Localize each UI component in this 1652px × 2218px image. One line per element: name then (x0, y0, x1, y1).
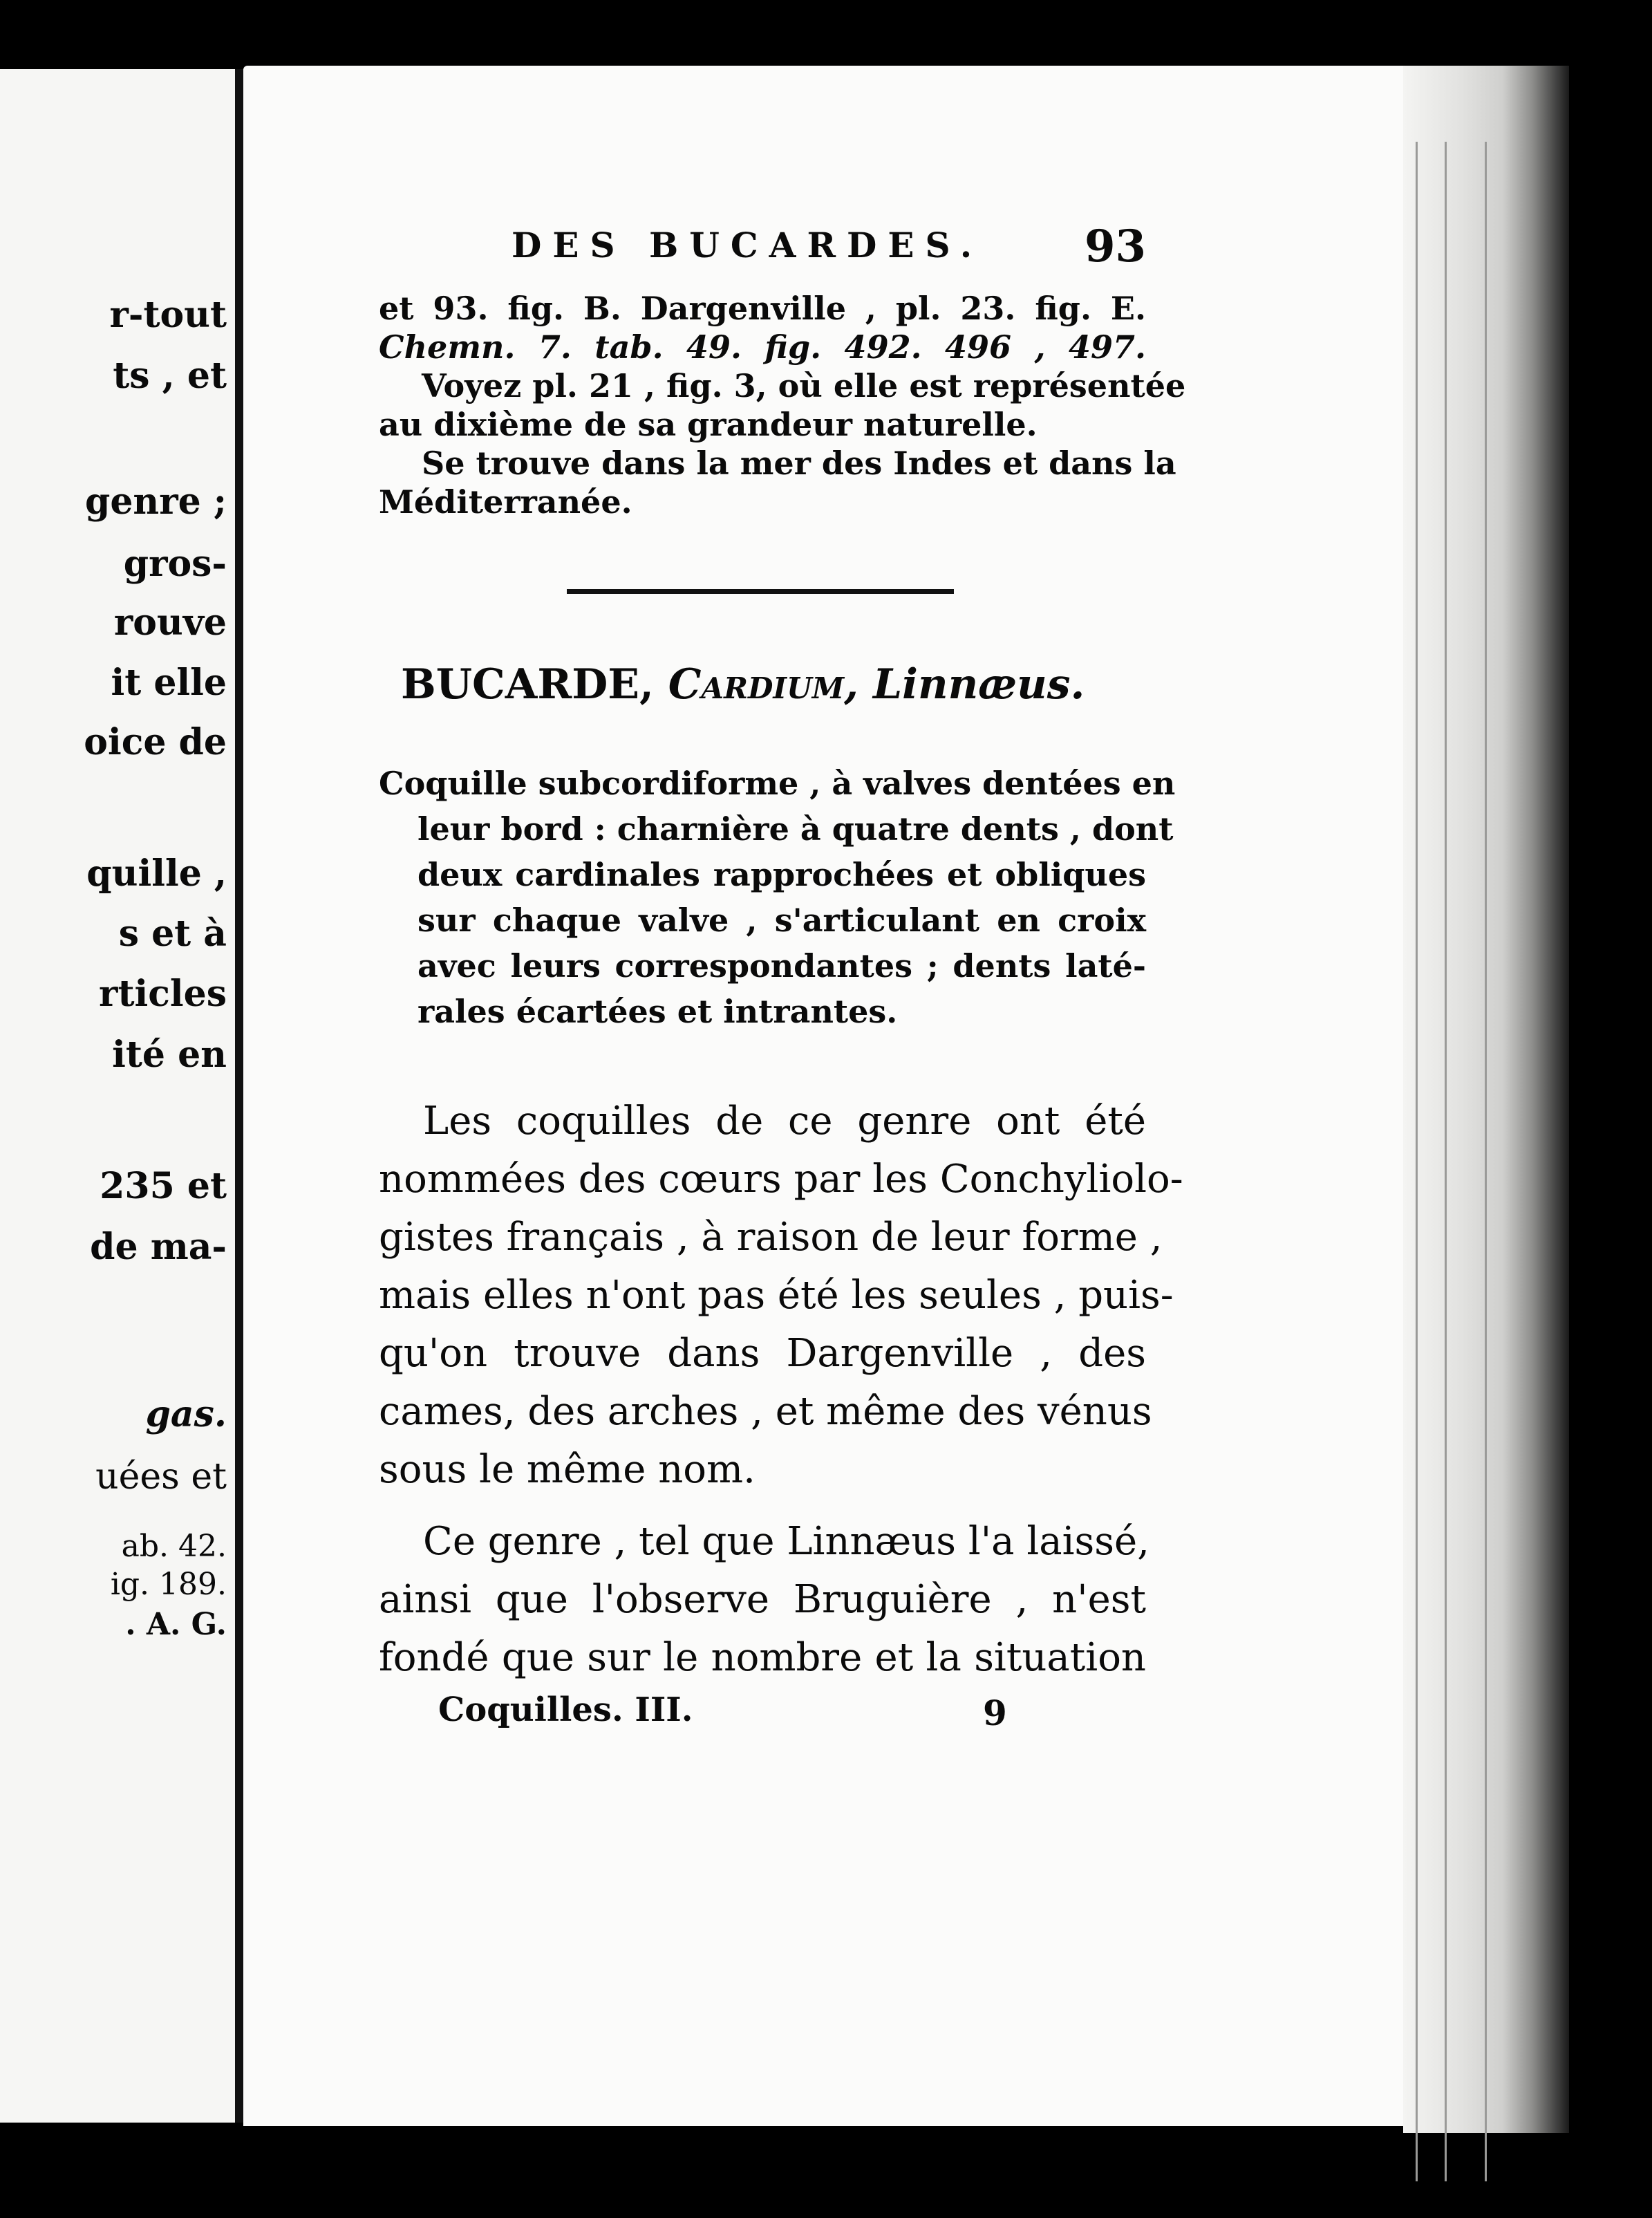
left-page-line: oice de (84, 721, 227, 763)
body-line: gistes français , à raison de leur forme , (379, 1215, 1163, 1260)
left-page-line: rticles (99, 973, 227, 1015)
left-page-line: uées et (95, 1456, 227, 1498)
signature-number: 9 (983, 1693, 1007, 1733)
genus-latin: Cardium, (668, 660, 859, 709)
left-page-line: 235 et (100, 1165, 227, 1207)
reference-block (379, 289, 1186, 521)
left-page-line: ts , et (113, 355, 227, 397)
body-line: sous le même nom. (379, 1447, 755, 1492)
definition-line: leur bord : charnière à quatre dents , dont (417, 810, 1174, 848)
body-line: nommées des cœurs par les Conchyliolo- (379, 1157, 1183, 1202)
left-page-line: de ma- (90, 1226, 227, 1268)
definition-line: Coquille subcordiforme , à valves dentées en (379, 765, 1176, 802)
running-head: DES BUCARDES. (511, 225, 984, 265)
genus-title (401, 660, 1085, 709)
definition-line: sur chaque valve , s'articulant en croix (417, 902, 1146, 939)
definition-line: rales écartées et intrantes. (417, 993, 898, 1030)
page-edge (1403, 66, 1569, 2133)
body-text (379, 1092, 1183, 1687)
genus-author: Linnæus. (872, 660, 1085, 709)
reference-line: Voyez pl. 21 , fig. 3, où elle est représentée (422, 367, 1186, 404)
page-edge-line (1416, 142, 1418, 2181)
page-edge-line (1485, 142, 1487, 2181)
body-line: ainsi que l'observe Bruguière , n'est (379, 1577, 1146, 1622)
left-page-line: . A. G. (125, 1607, 227, 1642)
body-line: Ce genre , tel que Linnæus l'a laissé, (423, 1519, 1149, 1564)
left-page-line: genre ; (84, 481, 227, 523)
left-page-line: s et à (118, 913, 227, 955)
body-line: fondé que sur le nombre et la situation (379, 1635, 1146, 1680)
page-number: 93 (1084, 221, 1146, 272)
left-page (0, 69, 252, 2123)
left-page-line: it elle (111, 662, 227, 704)
left-page-line: gros- (123, 543, 227, 585)
reference-line: Chemn. 7. tab. 49. fig. 492. 496 , 497. (379, 328, 1146, 366)
genus-definition (379, 761, 1176, 1034)
left-page-line: gas. (145, 1393, 227, 1435)
body-line: Les coquilles de ce genre ont été (423, 1099, 1146, 1144)
left-page-line: ab. 42. (121, 1529, 227, 1564)
left-page-line: quille , (86, 852, 227, 895)
section-rule (567, 589, 954, 594)
body-line: qu'on trouve dans Dargenville , des (379, 1331, 1146, 1376)
body-line: cames, des arches , et même des vénus (379, 1389, 1152, 1434)
definition-line: deux cardinales rapprochées et obliques (417, 856, 1146, 893)
page-header (511, 221, 1146, 273)
body-line: mais elles n'ont pas été les seules , puis- (379, 1273, 1174, 1318)
genus-name: BUCARDE, (401, 660, 654, 709)
reference-line: Méditerranée. (379, 483, 632, 521)
definition-line: avec leurs correspondantes ; dents laté- (417, 947, 1146, 985)
left-page-line: ité en (112, 1034, 227, 1076)
page-edge-line (1445, 142, 1447, 2181)
reference-line: Se trouve dans la mer des Indes et dans la (422, 445, 1176, 482)
reference-line: au dixième de sa grandeur naturelle. (379, 406, 1038, 443)
left-page-line: r-tout (109, 294, 227, 336)
left-page-line: rouve (113, 602, 227, 644)
reference-line: et 93. fig. B. Dargenville , pl. 23. fig. E. (379, 290, 1146, 327)
signature-mark: Coquilles. III. (438, 1690, 693, 1729)
left-page-line: ig. 189. (110, 1567, 227, 1602)
